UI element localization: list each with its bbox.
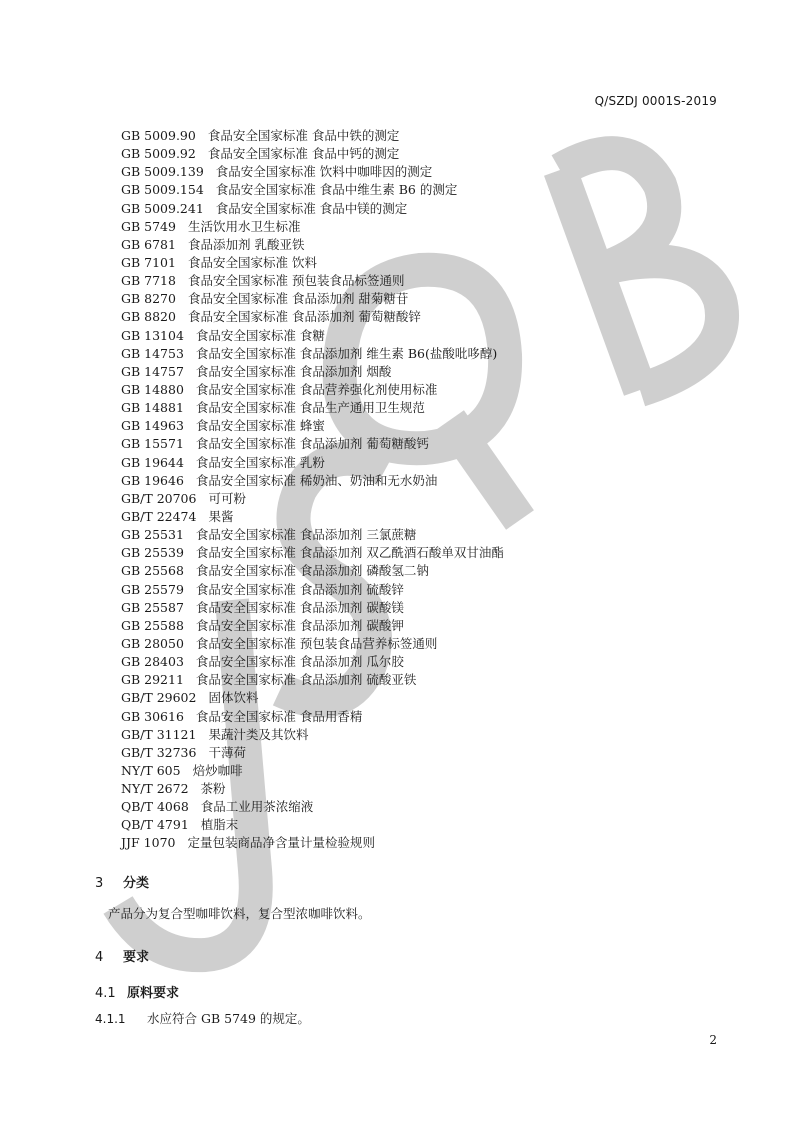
reference-item — [121, 726, 504, 744]
reference-title: 食品安全国家标准 食品中维生素 B6 的测定 — [215, 182, 458, 198]
reference-title: 食品安全国家标准 食糖 — [195, 327, 325, 343]
section-4-heading — [95, 946, 149, 965]
reference-title: 可可粉 — [208, 490, 246, 506]
reference-code: GB 19644 — [121, 454, 184, 470]
watermark-letter-b — [560, 153, 722, 390]
reference-item — [121, 671, 504, 689]
reference-title: 食品安全国家标准 食品添加剂 硫酸亚铁 — [195, 672, 417, 688]
reference-code: NY/T 2672 — [121, 781, 189, 797]
reference-item — [121, 145, 504, 163]
clause-4-1-1 — [95, 1009, 310, 1027]
reference-code: GB 25579 — [121, 581, 184, 597]
reference-title: 食品安全国家标准 食品添加剂 瓜尔胶 — [195, 654, 404, 670]
reference-title: 食品工业用茶浓缩液 — [200, 799, 314, 815]
reference-title: 食品安全国家标准 食品用香精 — [195, 708, 363, 724]
reference-title: 食品安全国家标准 食品添加剂 甜菊糖苷 — [187, 291, 409, 307]
reference-code: GB 8820 — [121, 309, 176, 325]
reference-title: 食品安全国家标准 预包装食品标签通则 — [187, 273, 405, 289]
reference-code: GB 25531 — [121, 527, 184, 543]
reference-item — [121, 617, 504, 635]
reference-code: GB 5009.90 — [121, 128, 196, 143]
reference-title: 食品安全国家标准 食品生产通用卫生规范 — [195, 400, 425, 416]
reference-code: GB 29211 — [121, 672, 184, 688]
reference-code: GB 7101 — [121, 254, 176, 270]
reference-item — [121, 200, 504, 218]
reference-item — [121, 254, 504, 272]
reference-code: GB/T 20706 — [121, 490, 197, 506]
clause-text: 水应符合 GB 5749 的规定。 — [147, 1011, 310, 1026]
reference-title: 食品安全国家标准 稀奶油、奶油和无水奶油 — [195, 472, 438, 488]
reference-item — [121, 816, 504, 834]
reference-item — [121, 472, 504, 490]
reference-item — [121, 708, 504, 726]
reference-title: 食品安全国家标准 食品添加剂 烟酸 — [195, 363, 392, 379]
reference-item — [121, 181, 504, 199]
reference-code: GB 5749 — [121, 218, 176, 234]
reference-title: 食品安全国家标准 饮料中咖啡因的测定 — [215, 164, 433, 180]
reference-item — [121, 236, 504, 254]
reference-item — [121, 435, 504, 453]
reference-code: GB 28050 — [121, 635, 184, 651]
reference-code: GB 25587 — [121, 599, 184, 615]
reference-code: GB/T 29602 — [121, 690, 197, 706]
reference-title: 食品安全国家标准 食品添加剂 葡萄糖酸锌 — [187, 309, 421, 325]
reference-title: 焙炒咖啡 — [192, 762, 243, 778]
reference-code: GB 14881 — [121, 400, 184, 416]
reference-code: GB/T 22474 — [121, 508, 197, 524]
reference-title: 食品安全国家标准 食品营养强化剂使用标准 — [195, 381, 438, 397]
reference-title: 茶粉 — [200, 781, 226, 797]
section-4-1-heading — [95, 982, 179, 1001]
reference-code: GB/T 31121 — [121, 726, 197, 742]
reference-code: GB 5009.139 — [121, 164, 204, 180]
reference-item — [121, 127, 504, 145]
normative-references-list — [121, 127, 504, 853]
section-3-heading — [95, 872, 149, 891]
reference-code: GB 14963 — [121, 418, 184, 434]
reference-code: QB/T 4791 — [121, 817, 189, 833]
reference-item — [121, 544, 504, 562]
reference-item — [121, 490, 504, 508]
section-number: 4 — [95, 950, 104, 965]
reference-item — [121, 163, 504, 181]
reference-code: GB 8270 — [121, 291, 176, 307]
reference-code: JJF 1070 — [121, 835, 176, 851]
reference-title: 食品安全国家标准 预包装食品营养标签通则 — [195, 635, 438, 651]
reference-code: GB 13104 — [121, 327, 184, 343]
reference-code: GB 25588 — [121, 617, 184, 633]
reference-item — [121, 308, 504, 326]
reference-title: 生活饮用水卫生标准 — [187, 218, 301, 234]
reference-code: GB 5009.154 — [121, 182, 204, 198]
reference-title: 食品安全国家标准 乳粉 — [195, 454, 325, 470]
clause-number: 4.1.1 — [95, 1012, 126, 1026]
reference-code: GB 14757 — [121, 363, 184, 379]
reference-title: 果蔬汁类及其饮料 — [208, 726, 309, 742]
reference-item — [121, 417, 504, 435]
document-code: Q/SZDJ 0001S-2019 — [594, 94, 717, 108]
section-number: 3 — [95, 876, 104, 891]
reference-code: GB 5009.92 — [121, 146, 196, 162]
reference-item — [121, 780, 504, 798]
reference-item — [121, 290, 504, 308]
reference-code: GB 25568 — [121, 563, 184, 579]
reference-item — [121, 381, 504, 399]
reference-code: GB/T 32736 — [121, 744, 197, 760]
reference-title: 食品安全国家标准 食品中铁的测定 — [207, 128, 400, 143]
reference-item — [121, 327, 504, 345]
reference-title: 果酱 — [208, 508, 234, 524]
reference-title: 食品安全国家标准 食品添加剂 磷酸氢二钠 — [195, 563, 429, 579]
reference-title: 食品安全国家标准 食品添加剂 碳酸钾 — [195, 617, 404, 633]
reference-item — [121, 345, 504, 363]
reference-title: 干薄荷 — [208, 744, 246, 760]
reference-title: 食品安全国家标准 食品添加剂 葡萄糖酸钙 — [195, 436, 429, 452]
reference-item — [121, 526, 504, 544]
reference-code: GB 19646 — [121, 472, 184, 488]
reference-title: 食品安全国家标准 食品添加剂 双乙酰酒石酸单双甘油酯 — [195, 545, 504, 561]
reference-title: 定量包装商品净含量计量检验规则 — [187, 835, 375, 851]
reference-title: 植脂末 — [200, 817, 239, 833]
reference-title: 食品安全国家标准 食品中镁的测定 — [215, 200, 408, 216]
reference-item — [121, 762, 504, 780]
reference-item — [121, 454, 504, 472]
reference-title: 食品安全国家标准 食品添加剂 硫酸锌 — [195, 581, 404, 597]
reference-code: GB 5009.241 — [121, 200, 204, 216]
reference-item — [121, 562, 504, 580]
section-number: 4.1 — [95, 986, 116, 1001]
reference-item — [121, 744, 504, 762]
reference-item — [121, 798, 504, 816]
reference-code: GB 6781 — [121, 236, 176, 252]
reference-title: 食品安全国家标准 食品添加剂 碳酸镁 — [195, 599, 404, 615]
reference-item — [121, 834, 504, 852]
section-3-text: 产品分为复合型咖啡饮料，复合型浓咖啡饮料。 — [108, 906, 371, 921]
reference-title: 固体饮料 — [208, 690, 259, 706]
reference-item — [121, 581, 504, 599]
reference-title: 食品添加剂 乳酸亚铁 — [187, 236, 305, 252]
reference-code: GB 15571 — [121, 436, 184, 452]
section-title: 分类 — [123, 876, 150, 891]
section-title: 要求 — [123, 950, 150, 965]
reference-item — [121, 653, 504, 671]
reference-title: 食品安全国家标准 食品中钙的测定 — [207, 146, 400, 162]
reference-code: GB 30616 — [121, 708, 184, 724]
reference-item — [121, 272, 504, 290]
reference-code: GB 7718 — [121, 273, 176, 289]
reference-item — [121, 635, 504, 653]
reference-title: 食品安全国家标准 食品添加剂 三氯蔗糖 — [195, 527, 417, 543]
reference-code: GB 25539 — [121, 545, 184, 561]
reference-title: 食品安全国家标准 食品添加剂 维生素 B6(盐酸吡哆醇) — [195, 345, 498, 361]
reference-code: NY/T 605 — [121, 762, 181, 778]
reference-title: 食品安全国家标准 蜂蜜 — [195, 418, 325, 434]
reference-item — [121, 399, 504, 417]
reference-item — [121, 689, 504, 707]
reference-code: GB 14880 — [121, 381, 184, 397]
reference-item — [121, 599, 504, 617]
reference-item — [121, 363, 504, 381]
reference-code: GB 14753 — [121, 345, 184, 361]
reference-code: QB/T 4068 — [121, 799, 189, 815]
reference-item — [121, 218, 504, 236]
section-title: 原料要求 — [127, 986, 180, 1001]
reference-item — [121, 508, 504, 526]
reference-code: GB 28403 — [121, 654, 184, 670]
reference-title: 食品安全国家标准 饮料 — [187, 254, 317, 270]
page-number: 2 — [709, 1033, 717, 1047]
